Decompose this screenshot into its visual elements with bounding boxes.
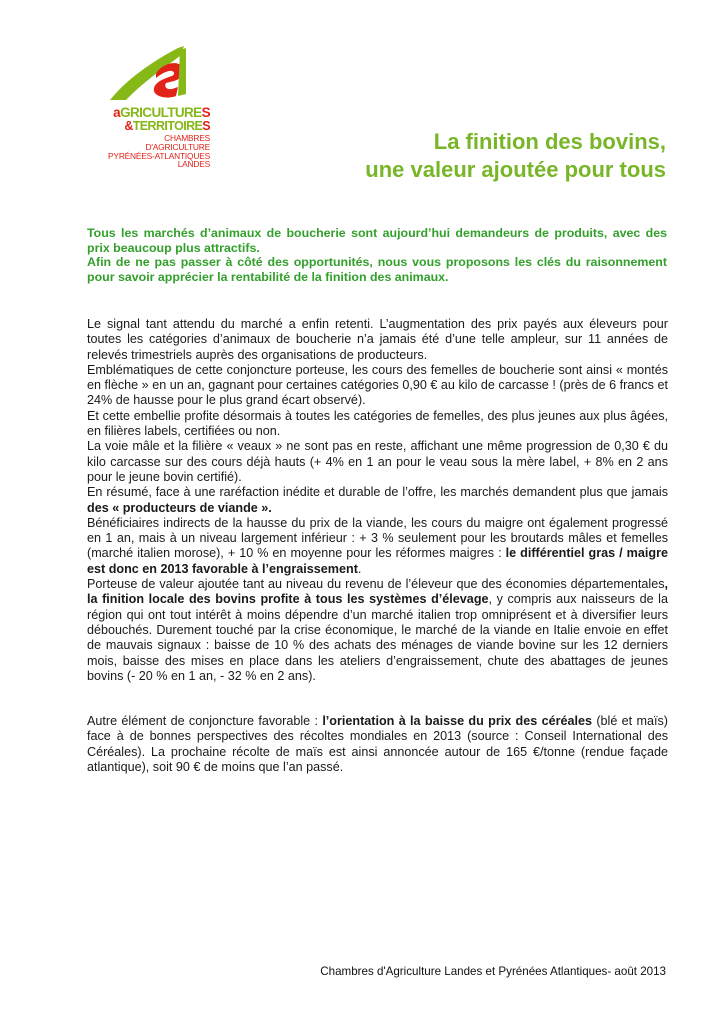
- agriculture-leaf-emblem-icon: [106, 44, 210, 104]
- page-title: [365, 128, 666, 184]
- emphasis-differentiel: le différentiel gras / maigre est donc en 2013 favorable à l’engraissement: [87, 546, 668, 576]
- article-body-cereales: [87, 714, 668, 775]
- logo-line-agricultures: aGRICULTURES: [113, 105, 210, 120]
- page-footer: Chambres d'Agriculture Landes et Pyrénées Atlantiques- août 2013: [320, 965, 666, 978]
- intro-summary: [87, 226, 667, 284]
- body-paragraph-2: Emblématiques de cette conjoncture porteuse, les cours des femelles de boucherie sont ainsi « montés en flèche » en un an, gagnant pour certaines catégories 0,90 € au kilo de carcasse ! (près de 6 francs et 24% de hausse pour le plus grand écart observé).: [87, 362, 668, 408]
- body-paragraph-5: En résumé, face à une raréfaction inédite et durable de l’offre, les marchés demandent plus que jamais des « producteurs de viande ».: [87, 485, 668, 515]
- logo-line-chambres: CHAMBRES D'AGRICULTURE PYRÉNÉES-ATLANTIQUES LANDES: [108, 133, 210, 170]
- page-title-line-1: La finition des bovins,: [433, 129, 666, 154]
- emphasis-producteurs: des « producteurs de viande ».: [87, 500, 272, 515]
- logo-wordmark: [106, 106, 210, 169]
- article-body: [87, 317, 668, 684]
- body-paragraph-3: Et cette embellie profite désormais à toutes les catégories de femelles, des plus jeunes aux plus âgées, en filières labels, certifiées ou non.: [87, 408, 668, 439]
- body-paragraph-8: Autre élément de conjoncture favorable : l’orientation à la baisse du prix des céréales (blé et maïs) face à de bonnes perspectives des récoltes mondiales en 2013 (source : Conseil International des Céréales). La prochaine récolte de maïs est ainsi annoncée autour de 165 €/tonne (rendue façade atlantique), soit 90 € de moins que l’an passé.: [87, 714, 668, 774]
- intro-paragraph-2: Afin de ne pas passer à côté des opportunités, nous vous proposons les clés du raisonnement pour savoir apprécier la rentabilité de la finition des animaux.: [87, 255, 667, 284]
- body-paragraph-6: Bénéficiaires indirects de la hausse du prix de la viande, les cours du maigre ont également progressé en 1 an, mais à un niveau largement inférieur : + 3 % seulement pour les broutards mâles et femelles (marché italien morose), + 10 % en moyenne pour les réformes maigres : le différentiel gras / maigre est donc en 2013 favorable à l’engraissement.: [87, 515, 668, 576]
- body-paragraph-7: Porteuse de valeur ajoutée tant au niveau du revenu de l’éleveur que des économies départementales, la finition locale des bovins profite à tous les systèmes d’élevage, y compris aux naisseurs de la région qui ont tout intérêt à moins dépendre d’un marché italien trop omniprésent et à diversifier leurs débouchés. Durement touché par la crise économique, le marché de la viande en Italie envoie en effet de mauvais signaux : baisse de 10 % des achats des ménages de viande bovine sur les 12 derniers mois, baisse des mises en place dans les ateliers d’engraissement, chute des abattages de jeunes bovins (- 20 % en 1 an, - 32 % en 2 ans).: [87, 577, 668, 683]
- chambres-agriculture-logo: [106, 44, 214, 169]
- emphasis-cereales: l’orientation à la baisse du prix des céréales: [322, 714, 593, 728]
- logo-line-territoires: &TERRITOIRES: [124, 118, 210, 133]
- emphasis-finition-locale: , la finition locale des bovins profite à tous les systèmes d’élevage: [87, 577, 668, 607]
- intro-paragraph-1: Tous les marchés d’animaux de boucherie sont aujourd’hui demandeurs de produits, avec des prix beaucoup plus attractifs.: [87, 226, 667, 255]
- body-paragraph-1: Le signal tant attendu du marché a enfin retenti. L’augmentation des prix payés aux éleveurs pour toutes les catégories d’animaux de boucherie n’a jamais été d’une telle ampleur, sur 11 années de relevés trimestriels auprès des organisations de producteurs.: [87, 317, 668, 362]
- page-title-line-2: une valeur ajoutée pour tous: [365, 157, 666, 182]
- body-paragraph-4: La voie mâle et la filière « veaux » ne sont pas en reste, affichant une même progression de 0,30 € du kilo carcasse sur des cours déjà hauts (+ 4% en 1 an pour le veau sous la mère label, + 8% en 2 ans pour le jeune bovin certifié).: [87, 439, 668, 484]
